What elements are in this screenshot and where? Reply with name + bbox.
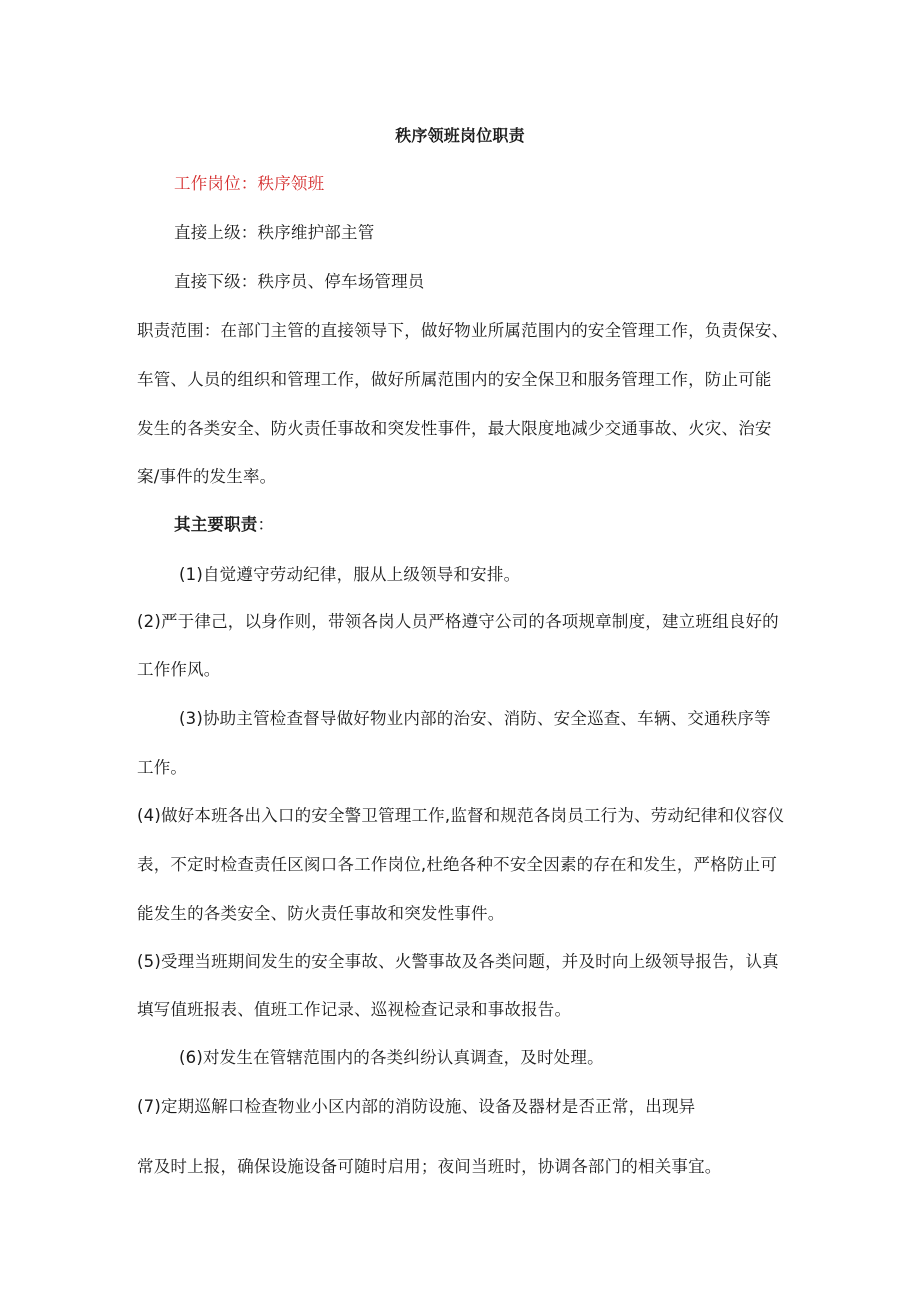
job-position: 工作岗位：秩序领班 [174, 174, 325, 193]
direct-subordinate: 直接下级：秩序员、停车场管理员 [174, 272, 425, 291]
duty-item-continued: 工作。 [137, 758, 188, 777]
duty-item: (6)对发生在管辖范围内的各类纠纷认真调查，及时处理。 [179, 1048, 604, 1067]
duty-item-continued: 填写值班报表、值班工作记录、巡视检查记录和事故报告。 [137, 1000, 572, 1019]
duty-item: (1)自觉遵守劳动纪律，服从上级领导和安排。 [179, 565, 521, 584]
page-title: 秩序领班岗位职责 [395, 126, 525, 145]
duty-item: (2)严于律己，以身作则，带领各岗人员严格遵守公司的各项规章制度，建立班组良好的 [137, 612, 779, 631]
direct-superior: 直接上级：秩序维护部主管 [174, 223, 375, 242]
duty-item: (3)协助主管检查督导做好物业内部的治安、消防、安全巡查、车辆、交通秩序等 [179, 709, 771, 728]
scope-line: 职责范围：在部门主管的直接领导下，做好物业所属范围内的安全管理工作，负责保安、 [137, 321, 789, 340]
scope-line: 车管、人员的组织和管理工作，做好所属范围内的安全保卫和服务管理工作，防止可能 [137, 370, 772, 389]
main-duties-heading [174, 513, 274, 537]
duty-item-continued: 工作作风。 [137, 660, 221, 679]
main-duties-heading-text: 其主要职责 [174, 515, 258, 534]
scope-line: 发生的各类安全、防火责任事故和突发性事件，最大限度地减少交通事故、火灾、治安 [137, 419, 772, 438]
duty-item: (7)定期巡解口检查物业小区内部的消防设施、设备及器材是否正常，出现异 [137, 1097, 696, 1116]
duty-item-continued: 能发生的各类安全、防火责任事故和突发性事件。 [137, 904, 505, 923]
duty-item: (5)受理当班期间发生的安全事故、火警事故及各类问题，并及时向上级领导报告，认真 [137, 952, 779, 971]
scope-line: 案/事件的发生率。 [137, 467, 277, 486]
main-duties-heading-colon: ： [257, 515, 275, 534]
duty-item: (4)做好本班各出入口的安全警卫管理工作,监督和规范各岗员工行为、劳动纪律和仪容仪 [137, 806, 785, 825]
duty-item-continued: 表，不定时检查责任区阂口各工作岗位,杜绝各种不安全因素的存在和发生，严格防止可 [137, 855, 778, 874]
duty-item-continued: 常及时上报，确保设施设备可随时启用；夜间当班时，协调各部门的相关事宜。 [137, 1157, 722, 1176]
